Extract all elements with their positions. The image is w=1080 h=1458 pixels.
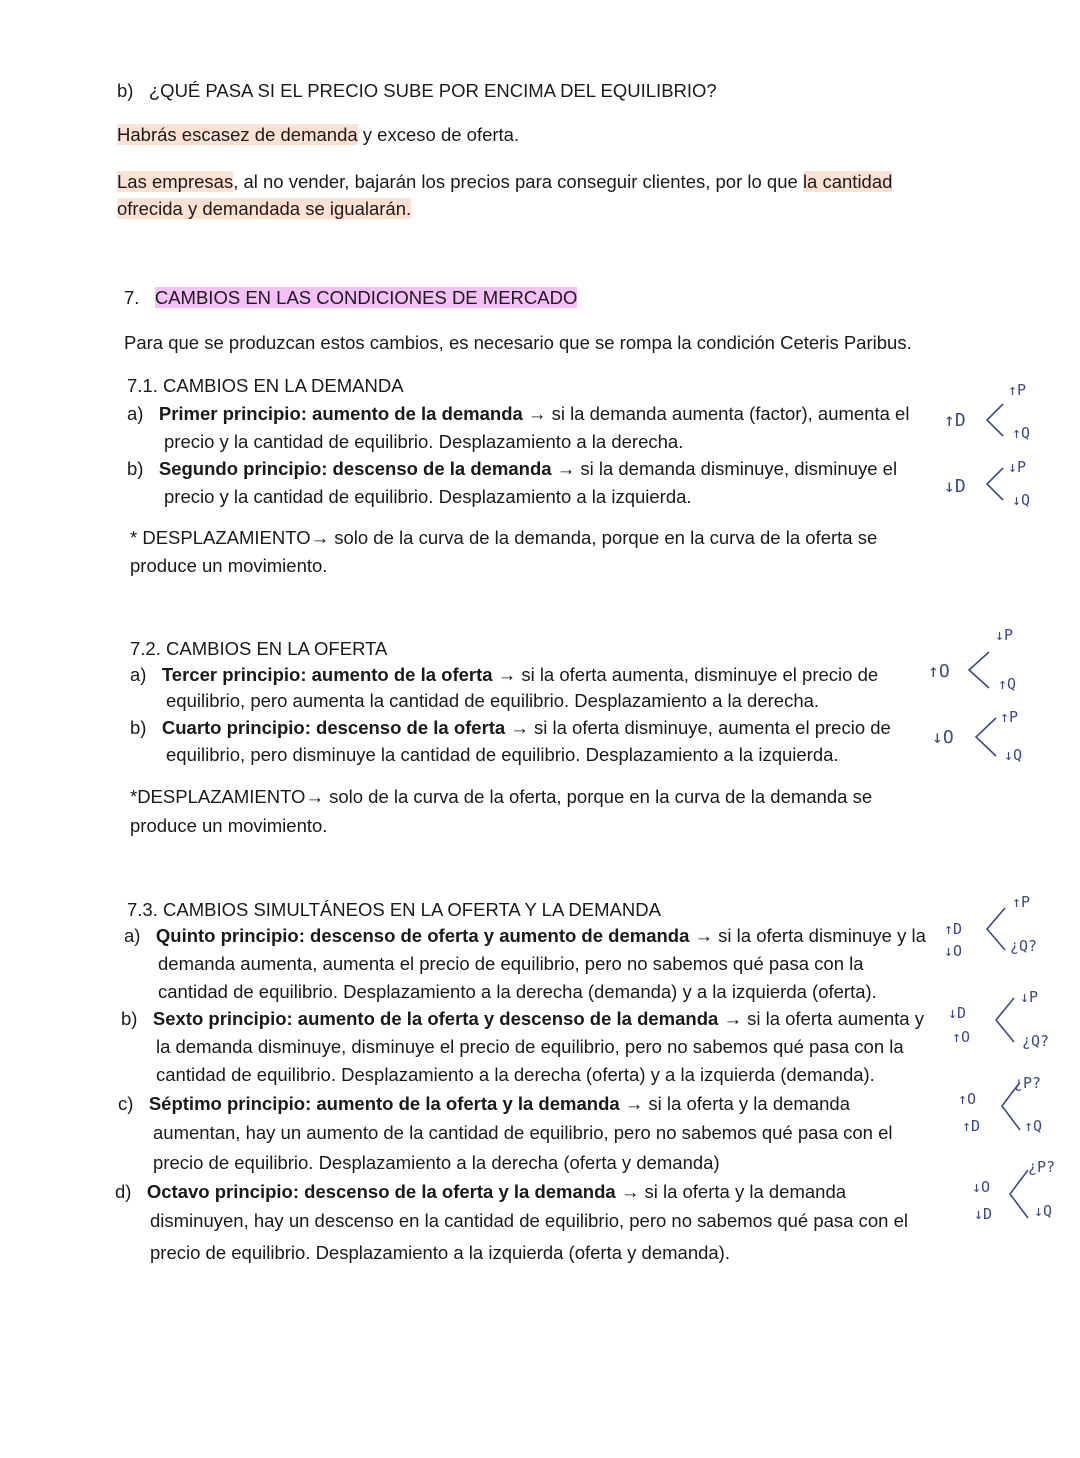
note-4-top: ↑P [1000, 708, 1019, 726]
s73-c-line2: aumentan, hay un aumento de la cantidad de equilibrio, pero no sabemos qué pasa con el [153, 1122, 893, 1143]
answer-b-line2 [117, 171, 892, 193]
note-2-bottom: ↓Q [1012, 491, 1031, 509]
s71-a-line2: precio y la cantidad de equilibrio. Desplazamiento a la derecha. [164, 431, 684, 452]
s72-a-line2: equilibrio, pero aumenta la cantidad de equilibrio. Desplazamiento a la derecha. [166, 690, 820, 711]
s71-b-line1 [127, 458, 897, 480]
note-7-left-bottom: ↑D [962, 1117, 981, 1135]
s73-c-label: c) [118, 1093, 134, 1114]
s72-a-bold: Tercer principio: aumento de la oferta [161, 664, 493, 685]
s72-title: 7.2. CAMBIOS EN LA OFERTA [130, 638, 388, 659]
s73-b-rest: → si la oferta aumenta y [718, 1008, 924, 1029]
note-5-left-bottom: ↓O [944, 942, 963, 960]
s72-b-line1 [130, 717, 891, 739]
note-2-left: ↓D [944, 476, 966, 497]
note-7-left-top: ↑O [958, 1090, 977, 1108]
section-7-intro: Para que se produzcan estos cambios, es necesario que se rompa la condición Ceteris Paribus. [124, 332, 912, 353]
note-7-top: ¿P? [1014, 1074, 1042, 1092]
note-8-bottom: ↓Q [1034, 1202, 1053, 1220]
question-b-text: ¿QUÉ PASA SI EL PRECIO SUBE POR ENCIMA DEL EQUILIBRIO? [148, 80, 717, 101]
note-5-left-top: ↑D [944, 920, 963, 938]
s73-d-line2: disminuyen, hay un descenso en la cantidad de equilibrio, pero no sabemos qué pasa con el [150, 1210, 908, 1231]
s72-a-line1 [130, 664, 878, 686]
question-b [117, 80, 717, 102]
s73-d-bold: Octavo principio: descenso de la oferta y la demanda [146, 1181, 616, 1202]
s72-b-line2: equilibrio, pero disminuye la cantidad de equilibrio. Desplazamiento a la izquierda. [166, 744, 839, 765]
section-7-heading [124, 287, 577, 309]
note-5-brace [983, 904, 1007, 954]
note-1-top: ↑P [1008, 381, 1027, 399]
note-1-brace [983, 400, 1005, 440]
note-4-left: ↓O [932, 727, 954, 748]
note-6-left-bottom: ↑O [952, 1028, 971, 1046]
s73-a-label: a) [124, 925, 141, 946]
note-6-left-top: ↓D [948, 1004, 967, 1022]
answer-b-line3 [117, 198, 411, 220]
note-7-bottom: ↑Q [1024, 1117, 1043, 1135]
note-3-brace [965, 648, 991, 692]
s71-a-label: a) [127, 403, 144, 424]
s72-a-label: a) [130, 664, 147, 685]
note-1-left: ↑D [944, 410, 966, 431]
s72-note-line1: *DESPLAZAMIENTO→ solo de la curva de la oferta, porque en la curva de la demanda se [130, 786, 873, 807]
s73-b-line3: cantidad de equilibrio. Desplazamiento a la derecha (oferta) y a la izquierda (demanda). [156, 1064, 875, 1085]
s73-b-bold: Sexto principio: aumento de la oferta y descenso de la demanda [152, 1008, 719, 1029]
s71-b-label: b) [127, 458, 144, 479]
s71-a-bold: Primer principio: aumento de la demanda [158, 403, 523, 424]
answer-b-text: , al no vender, bajarán los precios para conseguir clientes, por lo que [233, 171, 803, 192]
s73-a-line2: demanda aumenta, aumenta el precio de equilibrio, pero no sabemos qué pasa con la [158, 953, 864, 974]
s73-title: 7.3. CAMBIOS SIMULTÁNEOS EN LA OFERTA Y LA DEMANDA [127, 899, 661, 920]
s73-d-label: d) [115, 1181, 132, 1202]
answer-b-highlight: Habrás escasez de demanda [117, 124, 358, 145]
s73-d-line3: precio de equilibrio. Desplazamiento a la izquierda (oferta y demanda). [150, 1242, 730, 1263]
note-8-left-bottom: ↓D [974, 1205, 993, 1223]
s73-d-line1 [115, 1181, 846, 1203]
s73-c-bold: Séptimo principio: aumento de la oferta y la demanda [148, 1093, 620, 1114]
note-4-brace [972, 714, 998, 760]
note-6-brace [992, 994, 1016, 1046]
s71-b-rest: → si la demanda disminuye, disminuye el [551, 458, 898, 479]
note-8-brace [1006, 1166, 1030, 1222]
s73-d-rest: → si la oferta y la demanda [615, 1181, 847, 1202]
note-3-top: ↓P [995, 626, 1014, 644]
s73-a-bold: Quinto principio: descenso de oferta y aumento de demanda [155, 925, 690, 946]
s72-b-rest: → si la oferta disminuye, aumenta el precio de [505, 717, 891, 738]
s73-b-line2: la demanda disminuye, disminuye el precio de equilibrio, pero no sabemos qué pasa con la [156, 1036, 904, 1057]
answer-b-cantidad: la cantidad [802, 171, 893, 192]
s72-b-label: b) [130, 717, 147, 738]
s73-c-line3: precio de equilibrio. Desplazamiento a la derecha (oferta y demanda) [153, 1152, 720, 1173]
s71-b-line2: precio y la cantidad de equilibrio. Desplazamiento a la izquierda. [164, 486, 692, 507]
note-6-top: ↓P [1020, 988, 1039, 1006]
note-8-left-top: ↓O [972, 1178, 991, 1196]
s71-title: 7.1. CAMBIOS EN LA DEMANDA [127, 375, 404, 396]
note-3-bottom: ↑Q [998, 675, 1017, 693]
s71-a-line1 [127, 403, 909, 425]
s73-a-rest: → si la oferta disminuye y la [689, 925, 926, 946]
s71-b-bold: Segundo principio: descenso de la demanda [158, 458, 552, 479]
s73-b-label: b) [121, 1008, 138, 1029]
answer-b-empresas: Las empresas [117, 171, 234, 192]
s71-note-line2: produce un movimiento. [130, 555, 328, 576]
question-b-label: b) [117, 80, 134, 101]
answer-b-rest: y exceso de oferta. [357, 124, 520, 145]
note-6-bottom: ¿Q? [1022, 1032, 1050, 1050]
s71-a-rest: → si la demanda aumenta (factor), aumenta el [522, 403, 910, 424]
s72-a-rest: → si la oferta aumenta, disminuye el precio de [492, 664, 879, 685]
note-2-brace [983, 464, 1005, 504]
section-7-title: CAMBIOS EN LAS CONDICIONES DE MERCADO [154, 287, 578, 308]
s73-a-line1 [124, 925, 926, 947]
section-7-number: 7. [124, 287, 140, 308]
s71-note-line1: * DESPLAZAMIENTO→ solo de la curva de la demanda, porque en la curva de la oferta se [130, 527, 878, 548]
note-1-bottom: ↑Q [1012, 424, 1031, 442]
s73-c-rest: → si la oferta y la demanda [619, 1093, 850, 1114]
s73-a-line3: cantidad de equilibrio. Desplazamiento a la derecha (demanda) y a la izquierda (oferta). [158, 981, 877, 1002]
answer-b-ofrecida: ofrecida y demandada se igualarán. [117, 198, 412, 219]
answer-b-line1 [117, 124, 519, 146]
s73-c-line1 [118, 1093, 850, 1115]
s72-b-bold: Cuarto principio: descenso de la oferta [161, 717, 506, 738]
note-8-top: ¿P? [1028, 1158, 1056, 1176]
note-2-top: ↓P [1008, 458, 1027, 476]
note-5-top: ↑P [1012, 893, 1031, 911]
s72-note-line2: produce un movimiento. [130, 815, 328, 836]
note-4-bottom: ↓Q [1004, 746, 1023, 764]
s73-b-line1 [121, 1008, 924, 1030]
note-5-bottom: ¿Q? [1010, 937, 1038, 955]
note-3-left: ↑O [928, 661, 950, 682]
